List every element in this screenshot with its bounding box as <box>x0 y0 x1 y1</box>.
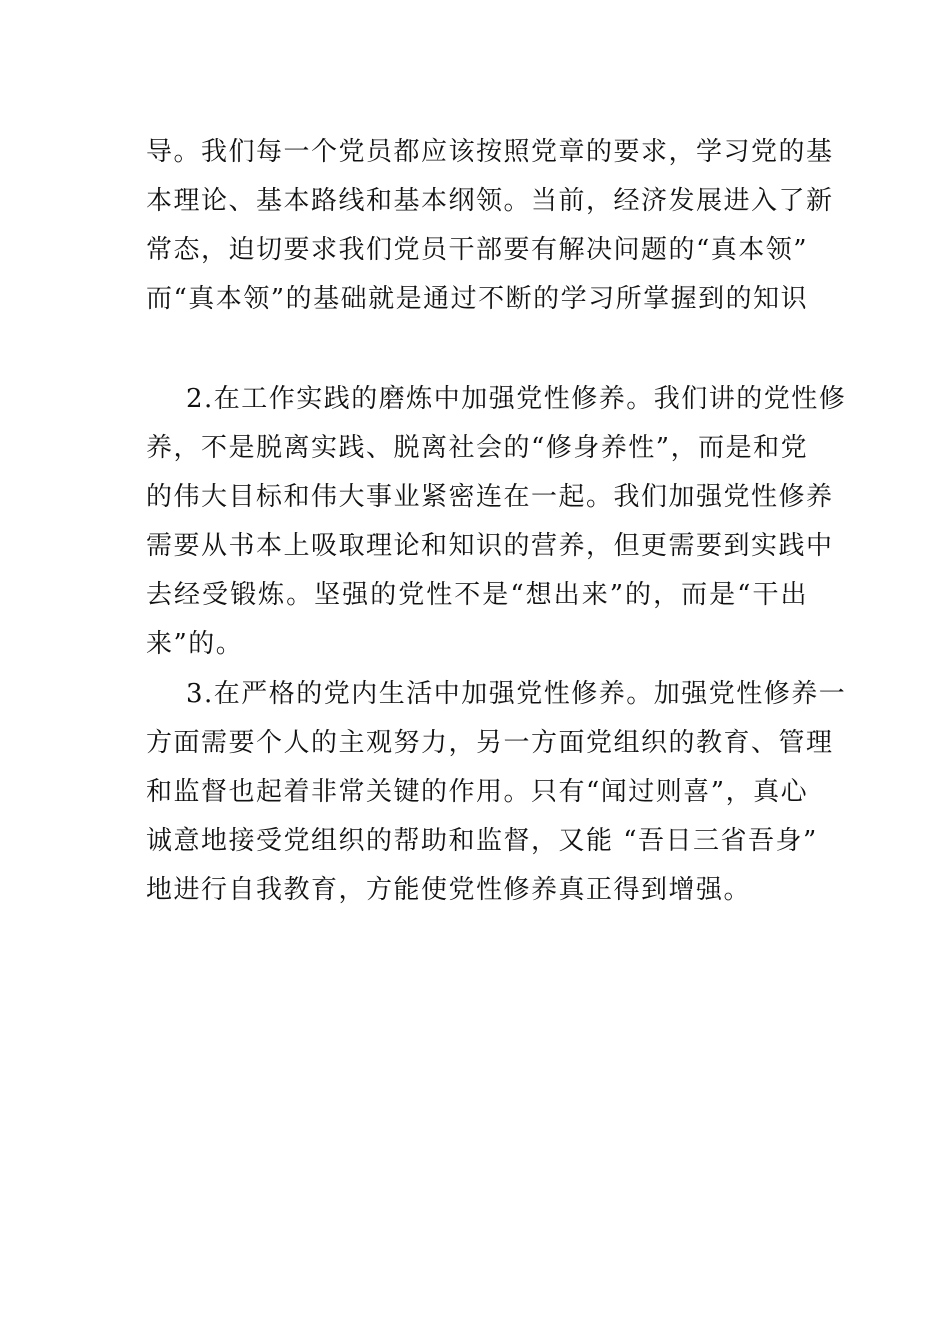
paragraph-2 <box>146 375 847 669</box>
paragraph-line: 而“真本领”的基础就是通过不断的学习所掌握到的知识 <box>146 284 809 314</box>
paragraph-line: 导。我们每一个党员都应该按照党章的要求，学习党的基 <box>146 137 834 167</box>
paragraph-1 <box>146 128 834 324</box>
paragraph-line: 3.在严格的党内生活中加强党性修养。加强党性修养一 <box>186 679 847 709</box>
paragraph-line: 本理论、基本路线和基本纲领。当前，经济发展进入了新 <box>146 186 834 216</box>
paragraph-line: 的伟大目标和伟大事业紧密连在一起。我们加强党性修养 <box>146 482 834 512</box>
paragraph-line: 来”的。 <box>146 629 244 659</box>
paragraph-line: 养，不是脱离实践、脱离社会的“修身养性”，而是和党 <box>146 433 809 463</box>
paragraph-line: 诚意地接受党组织的帮助和监督，又能 “吾日三省吾身” <box>146 826 818 856</box>
paragraph-line: 和监督也起着非常关键的作用。只有“闻过则喜”，真心 <box>146 777 809 807</box>
paragraph-line: 地进行自我教育，方能使党性修养真正得到增强。 <box>146 875 752 905</box>
paragraph-line: 2.在工作实践的磨炼中加强党性修养。我们讲的党性修 <box>186 384 847 414</box>
paragraph-3 <box>146 670 847 915</box>
paragraph-line: 方面需要个人的主观努力，另一方面党组织的教育、管理 <box>146 728 834 758</box>
paragraph-line: 去经受锻炼。坚强的党性不是“想出来”的，而是“干出 <box>146 580 808 610</box>
paragraph-line: 常态，迫切要求我们党员干部要有解决问题的“真本领” <box>146 235 809 265</box>
paragraph-line: 需要从书本上吸取理论和知识的营养，但更需要到实践中 <box>146 531 834 561</box>
